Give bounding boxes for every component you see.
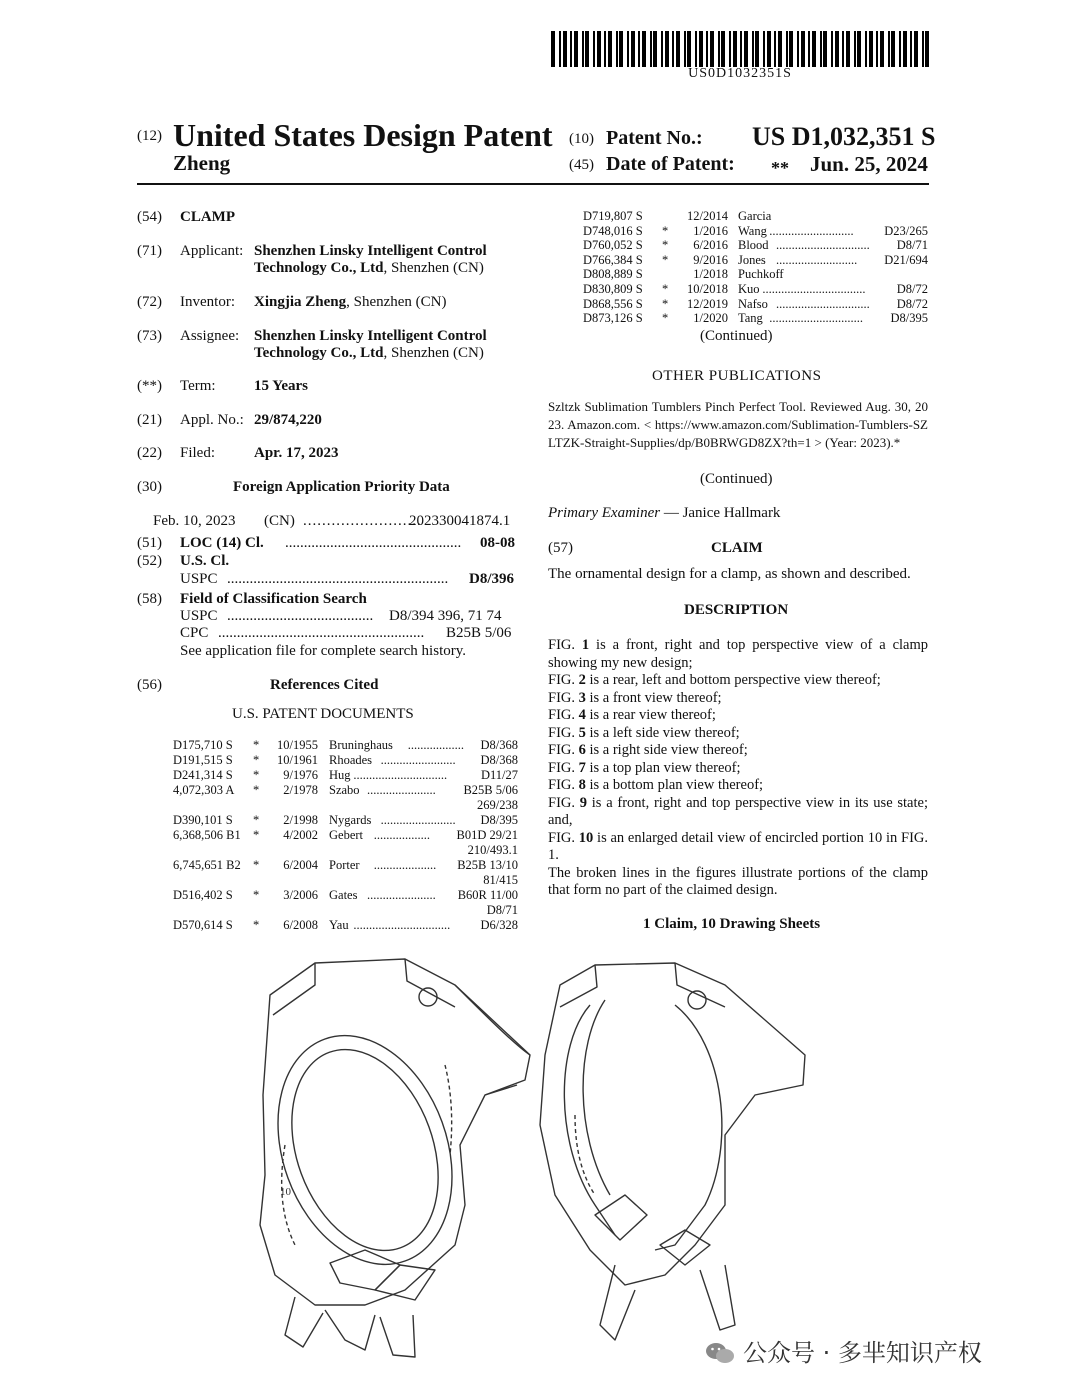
ref-class: B01D 29/21	[456, 828, 518, 842]
barcode-bar	[899, 31, 901, 67]
term-value: 15 Years	[254, 378, 309, 394]
ref-name: Bruninghaus	[329, 738, 393, 752]
field-54-number: (54)	[137, 209, 162, 225]
barcode-bar	[559, 31, 561, 67]
appl-no-value: 29/874,220	[254, 412, 322, 428]
clamp-left-view	[255, 959, 530, 1357]
ref-name: Garcia	[738, 209, 772, 223]
field-12-number: (12)	[137, 128, 162, 144]
field-21-number: (21)	[137, 412, 162, 428]
ref-date: 1/2020	[693, 311, 728, 326]
barcode-bar	[876, 31, 878, 67]
ref-doc: 6,368,506 B1	[173, 828, 241, 842]
ref-class: D21/694	[884, 252, 928, 267]
ref-class: D6/328	[480, 918, 518, 932]
inventor-label: Inventor:	[180, 294, 235, 310]
ref-class: B60R 11/00	[457, 888, 518, 902]
figure-description: FIG. 3 is a front view thereof;	[548, 689, 722, 706]
ref-star: *	[662, 223, 669, 238]
date-of-patent: Jun. 25, 2024	[810, 152, 928, 176]
ref-name: Gebert	[329, 828, 364, 842]
barcode-bar	[653, 31, 657, 67]
ref-name: Porter	[329, 858, 360, 872]
figure-number: 3	[578, 689, 586, 706]
figure-number: 4	[578, 707, 586, 723]
barcode-bar	[763, 31, 765, 67]
ref-doc: D175,710 S	[173, 738, 233, 752]
ref-leader: ..............................	[776, 296, 870, 311]
ref-name: Puchkoff	[738, 267, 784, 282]
barcode-bar	[627, 31, 629, 67]
barcode-bar	[888, 31, 890, 67]
ref-class-secondary: 269/238	[477, 798, 518, 812]
claims-sheets-summary: 1 Claim, 10 Drawing Sheets	[643, 916, 821, 932]
loc-class-leader: ...............................................	[285, 535, 462, 551]
ref-doc: D830,809 S	[583, 282, 643, 296]
barcode-bar	[608, 31, 612, 67]
ref-date: 6/2016	[693, 238, 728, 253]
figure-description: FIG. 7 is a top plan view thereof;	[548, 759, 741, 776]
ref-star: *	[253, 783, 260, 797]
ref-date: 2/1978	[283, 783, 318, 797]
search-cpc-leader: .......................................................	[218, 625, 425, 641]
figure-descriptions	[548, 637, 928, 900]
barcode-bar	[672, 31, 674, 67]
patent-type-title: United States Design Patent	[173, 117, 553, 153]
ref-leader: ....................	[373, 858, 437, 872]
ref-date: 1/2016	[693, 223, 728, 238]
ref-doc: 6,745,651 B2	[173, 858, 241, 872]
barcode-bar	[903, 31, 907, 67]
field-10-number: (10)	[569, 131, 594, 147]
inventor-location: , Shenzhen (CN)	[346, 294, 447, 310]
barcode-bar	[687, 31, 691, 67]
applicant-name-line2: Technology Co., Ltd	[254, 260, 384, 276]
ref-doc: D390,101 S	[173, 813, 233, 827]
ref-date: 12/2019	[687, 296, 728, 311]
primary-examiner-name: — Janice Hallmark	[660, 505, 781, 521]
ref-class-secondary: 81/415	[483, 873, 518, 887]
barcode-bar	[865, 31, 867, 67]
barcode-bar	[797, 31, 799, 67]
barcode-bar	[925, 31, 929, 67]
assignee-location: , Shenzhen (CN)	[383, 345, 484, 361]
representative-drawing	[255, 945, 815, 1370]
barcode-bar	[616, 31, 618, 67]
priority-date: Feb. 10, 2023	[153, 513, 236, 529]
term-label: Term:	[180, 378, 216, 394]
ref-class-secondary: 210/493.1	[467, 843, 518, 857]
barcode-bar	[808, 31, 810, 67]
figure-description: FIG. 6 is a right side view thereof;	[548, 742, 748, 758]
term-number: (**)	[137, 378, 162, 394]
ref-leader: ........................	[380, 813, 456, 827]
inventor-surname: Zheng	[173, 151, 231, 175]
field-52-number: (52)	[137, 553, 162, 569]
inventor-name: Xingjia Zheng	[254, 294, 347, 310]
ref-star: *	[253, 813, 260, 827]
ref-leader: ........................	[380, 753, 456, 767]
ref-class: D8/72	[896, 296, 928, 311]
field-57-number: (57)	[548, 540, 573, 556]
priority-country: (CN)	[264, 513, 295, 529]
ref-name: Rhoades	[329, 753, 373, 767]
figure-number: 1	[581, 637, 590, 653]
ref-leader: ......................	[367, 783, 436, 797]
date-of-patent-label: Date of Patent:	[606, 153, 735, 175]
barcode-bar	[710, 31, 714, 67]
ref-doc: D766,384 S	[583, 252, 643, 267]
applicant-label: Applicant:	[180, 243, 244, 259]
barcode-bar	[914, 31, 918, 67]
barcode-bar	[631, 31, 635, 67]
figure-number: 9	[579, 794, 587, 811]
claim-heading: CLAIM	[711, 540, 763, 556]
loc-class-label: LOC (14) Cl.	[180, 535, 264, 551]
ref-star: *	[253, 768, 260, 782]
ref-name: Szabo	[329, 783, 360, 797]
barcode-bar	[854, 31, 856, 67]
ref-class: D8/395	[890, 311, 928, 326]
barcode-bar	[740, 31, 742, 67]
field-45-number: (45)	[569, 157, 594, 173]
barcode-bar	[812, 31, 816, 67]
barcode-bar	[729, 31, 731, 67]
ref-star: *	[662, 238, 669, 253]
barcode-bar	[733, 31, 737, 67]
field-56-number: (56)	[137, 677, 162, 693]
barcode-bar	[593, 31, 595, 67]
ref-doc: D241,314 S	[173, 768, 233, 782]
barcode-bar	[869, 31, 873, 67]
search-cpc-value: B25B 5/06	[446, 625, 512, 641]
barcode-bar	[684, 31, 686, 67]
figure-description: FIG. 4 is a rear view thereof;	[548, 707, 716, 723]
ref-doc: D516,402 S	[173, 888, 233, 902]
barcode-bar	[563, 31, 567, 67]
field-73-number: (73)	[137, 328, 162, 344]
barcode-bar	[570, 31, 572, 67]
ref-doc: D570,614 S	[173, 918, 233, 932]
ref-class: D8/71	[896, 238, 928, 253]
ref-star: *	[253, 858, 260, 872]
barcode-bar	[891, 31, 895, 67]
ref-class-secondary: D8/71	[486, 903, 518, 917]
barcode-bar	[551, 31, 555, 67]
other-publication-citation: Szltzk Sublimation Tumblers Pinch Perfect Tool. Reviewed Aug. 30, 2023. Amazon.com. < https://www.amazon.com/Sublimation-Tumblers-SZLTZK-Straight-Supplies/dp/B0BRWGD8ZX?th=1 > (Year: 2023).*	[548, 399, 928, 450]
ref-date: 6/2004	[283, 858, 318, 872]
ref-class: D8/72	[896, 282, 928, 296]
ref-leader: ..............................	[353, 768, 448, 782]
barcode-bar	[880, 31, 884, 67]
barcode-bar	[820, 31, 822, 67]
ref-class: D8/368	[480, 753, 518, 767]
ref-name: Blood	[738, 238, 769, 253]
figure-number: 8	[578, 777, 586, 793]
ref-name: Hug	[329, 768, 351, 782]
ref-doc: D868,556 S	[583, 296, 643, 311]
assignee-name-line2: Technology Co., Ltd	[254, 345, 384, 361]
ref-class: B25B 13/10	[457, 858, 518, 872]
ref-name: Nafso	[738, 296, 768, 311]
figure-number: 7	[578, 759, 586, 776]
primary-examiner-label: Primary Examiner	[548, 505, 661, 521]
broken-lines-note: The broken lines in the figures illustrate portions of the clamp that form no part of the claimed design.	[548, 864, 928, 898]
barcode-bar	[718, 31, 720, 67]
figure-number: 5	[578, 724, 586, 741]
uspc-leader: ...........................................................	[227, 571, 449, 587]
priority-leader: .........................	[303, 513, 422, 529]
ref-star: *	[253, 888, 260, 902]
us-patent-documents-heading: U.S. PATENT DOCUMENTS	[232, 706, 414, 722]
priority-number: 202330041874.1	[409, 513, 511, 529]
barcode-bar	[661, 31, 663, 67]
barcode-bar	[699, 31, 703, 67]
ref-doc: D808,889 S	[583, 267, 643, 282]
field-30-number: (30)	[137, 479, 162, 495]
barcode-bar	[752, 31, 754, 67]
assignee-name-line1: Shenzhen Linsky Intelligent Control	[254, 328, 487, 344]
ref-date: 4/2002	[283, 828, 318, 842]
field-72-number: (72)	[137, 294, 162, 310]
barcode-bar	[619, 31, 623, 67]
other-publications-heading: OTHER PUBLICATIONS	[652, 368, 822, 384]
barcode-bar	[910, 31, 912, 67]
ref-date: 10/1961	[277, 753, 318, 767]
ref-class: D8/368	[480, 738, 518, 752]
barcode-bar	[597, 31, 601, 67]
ref-name: Gates	[329, 888, 358, 902]
ref-class: D11/27	[480, 768, 518, 782]
figure-number: 2	[578, 672, 586, 688]
ref-leader: ..............................	[776, 238, 870, 253]
barcode	[551, 31, 929, 67]
ref-leader: ......................	[367, 888, 436, 902]
refs-continued-label: (Continued)	[700, 328, 773, 344]
applicant-name-line1: Shenzhen Linsky Intelligent Control	[254, 243, 487, 259]
ref-name: Yau	[329, 918, 349, 932]
ref-name: Wang	[738, 223, 767, 238]
ref-class: B25B 5/06	[463, 783, 518, 797]
ref-star: *	[662, 311, 669, 326]
clamp-right-view	[540, 963, 805, 1340]
claim-text: The ornamental design for a clamp, as shown and described.	[548, 566, 911, 582]
filed-date: Apr. 17, 2023	[254, 445, 339, 461]
field-58-number: (58)	[137, 591, 162, 607]
applicant-location: , Shenzhen (CN)	[383, 260, 484, 276]
ref-class: D8/395	[480, 813, 518, 827]
figure-description: FIG. 5 is a left side view thereof;	[548, 724, 740, 741]
description-heading: DESCRIPTION	[684, 602, 789, 618]
wechat-icon	[705, 1341, 735, 1365]
ref-leader: ...............................	[353, 918, 451, 932]
ref-star: *	[662, 296, 669, 311]
barcode-bar	[842, 31, 844, 67]
watermark	[705, 1333, 982, 1368]
us-class-label: U.S. Cl.	[180, 553, 230, 569]
ref-date: 12/2014	[687, 209, 728, 223]
ref-doc: 4,072,303 A	[173, 783, 235, 797]
ref-star: *	[662, 252, 669, 267]
design-title: CLAMP	[180, 209, 235, 225]
ref-date: 1/2018	[693, 267, 728, 282]
detail-reference-label: 10	[280, 1186, 291, 1198]
barcode-bar	[706, 31, 708, 67]
ref-star: *	[662, 282, 669, 296]
foreign-priority-heading: Foreign Application Priority Data	[233, 479, 450, 495]
figure-description: FIG. 2 is a rear, left and bottom perspective view thereof;	[548, 672, 881, 688]
barcode-bar	[786, 31, 788, 67]
barcode-bar	[721, 31, 725, 67]
ref-date: 9/2016	[693, 252, 728, 267]
search-uspc-value: D8/394 396, 71 74	[389, 608, 502, 624]
barcode-bar	[801, 31, 805, 67]
barcode-bar	[823, 31, 827, 67]
ref-date: 10/2018	[687, 282, 728, 296]
barcode-bar	[857, 31, 861, 67]
ref-star: *	[253, 738, 260, 752]
ref-date: 6/2008	[283, 918, 318, 932]
barcode-bar	[604, 31, 606, 67]
barcode-bar	[665, 31, 669, 67]
figure-description: FIG. 10 is an enlarged detail view of encircled portion 10 in FIG. 1.	[548, 829, 928, 863]
ref-date: 3/2006	[283, 888, 318, 902]
search-history-note: See application file for complete search history.	[180, 643, 467, 659]
barcode-bar	[574, 31, 578, 67]
ref-leader: ...........................	[769, 223, 854, 238]
loc-class-value: 08-08	[480, 535, 515, 551]
search-uspc-label: USPC	[180, 608, 218, 624]
barcode-bar	[778, 31, 782, 67]
patent-number: US D1,032,351 S	[752, 122, 936, 151]
ref-doc: D191,515 S	[173, 753, 233, 767]
barcode-bar	[744, 31, 748, 67]
barcode-bar	[582, 31, 584, 67]
ref-leader: ..........................	[776, 252, 858, 267]
barcode-bar	[638, 31, 640, 67]
field-71-number: (71)	[137, 243, 162, 259]
filed-label: Filed:	[180, 445, 216, 461]
field-22-number: (22)	[137, 445, 162, 461]
ref-leader: ..............................	[769, 311, 863, 326]
barcode-bar	[755, 31, 759, 67]
references-cited-heading: References Cited	[270, 677, 379, 693]
ref-doc: D760,052 S	[583, 238, 643, 253]
barcode-bar	[767, 31, 771, 67]
patent-no-label: Patent No.:	[606, 127, 703, 149]
ref-doc: D719,807 S	[583, 209, 643, 223]
assignee-label: Assignee:	[180, 328, 240, 344]
figure-description: FIG. 1 is a front, right and top perspective view of a clamp showing my new design;	[548, 637, 929, 671]
ref-date: 9/1976	[283, 768, 318, 782]
ref-star: *	[253, 828, 260, 842]
pubs-continued-label: (Continued)	[700, 471, 773, 487]
barcode-bar	[774, 31, 776, 67]
field-of-search-heading: Field of Classification Search	[180, 591, 367, 607]
ref-doc: D748,016 S	[583, 223, 643, 238]
appl-no-label: Appl. No.:	[180, 412, 244, 428]
uspc-label: USPC	[180, 571, 218, 587]
watermark-text: 公众号 · 多芈知识产权	[743, 1339, 982, 1367]
ref-leader: ..................	[373, 828, 431, 842]
ref-name: Tang	[738, 311, 763, 326]
ref-star: *	[253, 753, 260, 767]
barcode-bar	[585, 31, 589, 67]
figure-description: FIG. 8 is a bottom plan view thereof;	[548, 777, 764, 793]
ref-doc: D873,126 S	[583, 311, 643, 326]
barcode-bar	[846, 31, 850, 67]
barcode-bar	[642, 31, 646, 67]
barcode-bar	[789, 31, 793, 67]
ref-name: Nygards	[329, 813, 372, 827]
barcode-bar	[676, 31, 680, 67]
barcode-bar	[650, 31, 652, 67]
ref-name: Jones	[738, 252, 766, 267]
header-rule	[137, 183, 929, 185]
barcode-bar	[835, 31, 839, 67]
ref-leader: ..................	[407, 738, 465, 752]
ref-date: 10/1955	[277, 738, 318, 752]
ref-class: D23/265	[884, 223, 928, 238]
field-51-number: (51)	[137, 535, 162, 551]
barcode-bar	[831, 31, 833, 67]
search-uspc-leader: .......................................	[227, 608, 374, 624]
term-extension-marker: **	[771, 158, 789, 178]
search-cpc-label: CPC	[180, 625, 209, 641]
figure-number: 10	[578, 829, 594, 846]
figure-number: 6	[578, 742, 586, 758]
ref-leader: .................................	[762, 282, 866, 296]
ref-star: *	[253, 918, 260, 932]
barcode-number: US0D1032351S	[688, 66, 792, 81]
ref-date: 2/1998	[283, 813, 318, 827]
ref-name: Kuo	[738, 282, 760, 296]
uspc-value: D8/396	[469, 571, 514, 587]
figure-description: FIG. 9 is a front, right and top perspective view in its use state; and,	[548, 794, 928, 828]
barcode-bar	[695, 31, 697, 67]
barcode-bar	[922, 31, 924, 67]
